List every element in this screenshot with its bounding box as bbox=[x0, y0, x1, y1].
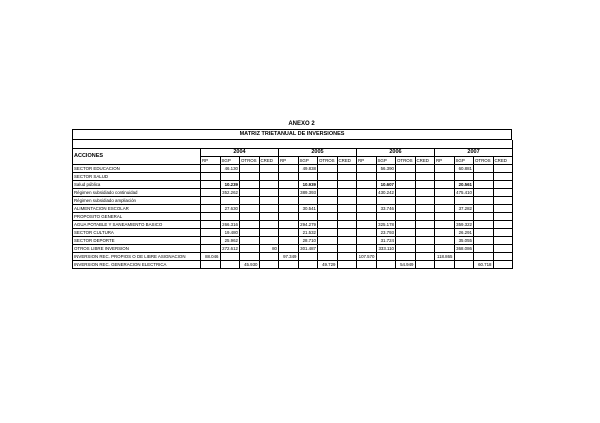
value-cell bbox=[415, 205, 435, 213]
value-cell bbox=[493, 237, 513, 245]
value-cell bbox=[357, 237, 377, 245]
value-cell bbox=[318, 173, 338, 181]
value-cell bbox=[201, 237, 221, 245]
value-cell: 389.393 bbox=[298, 189, 318, 197]
value-cell bbox=[396, 237, 416, 245]
value-cell bbox=[201, 213, 221, 221]
value-cell bbox=[201, 197, 221, 205]
value-cell: 60.881 bbox=[454, 165, 474, 173]
value-cell: 33.746 bbox=[376, 205, 396, 213]
value-cell bbox=[415, 181, 435, 189]
value-cell bbox=[435, 229, 455, 237]
value-cell: 19.480 bbox=[220, 229, 240, 237]
year-header: 2005 bbox=[279, 149, 357, 157]
value-cell bbox=[298, 173, 318, 181]
value-cell bbox=[201, 221, 221, 229]
value-cell bbox=[337, 181, 357, 189]
value-cell: 272.612 bbox=[220, 245, 240, 253]
table-row bbox=[73, 213, 513, 221]
value-cell: 28.710 bbox=[298, 237, 318, 245]
value-cell bbox=[474, 181, 494, 189]
value-cell bbox=[474, 197, 494, 205]
value-cell bbox=[201, 189, 221, 197]
value-cell bbox=[415, 213, 435, 221]
value-cell bbox=[396, 189, 416, 197]
row-label: SECTOR CULTURA bbox=[73, 229, 201, 237]
value-cell bbox=[337, 245, 357, 253]
value-cell bbox=[493, 229, 513, 237]
value-cell bbox=[454, 253, 474, 261]
value-cell: 10.239 bbox=[220, 181, 240, 189]
value-cell bbox=[396, 173, 416, 181]
subcolumn-header: SGP bbox=[220, 157, 240, 165]
value-cell bbox=[474, 253, 494, 261]
value-cell bbox=[201, 205, 221, 213]
value-cell: 54.949 bbox=[396, 261, 416, 269]
value-cell bbox=[220, 261, 240, 269]
value-cell bbox=[435, 237, 455, 245]
value-cell: 31.724 bbox=[376, 237, 396, 245]
value-cell bbox=[337, 173, 357, 181]
value-cell bbox=[357, 245, 377, 253]
value-cell bbox=[396, 205, 416, 213]
value-cell bbox=[415, 197, 435, 205]
spacer-cell bbox=[73, 140, 513, 149]
value-cell bbox=[279, 181, 299, 189]
value-cell bbox=[376, 261, 396, 269]
value-cell bbox=[435, 165, 455, 173]
value-cell bbox=[259, 197, 279, 205]
subcolumn-header: RP bbox=[357, 157, 377, 165]
table-row bbox=[73, 189, 513, 197]
value-cell: 301.487 bbox=[298, 245, 318, 253]
value-cell bbox=[259, 189, 279, 197]
value-cell bbox=[279, 261, 299, 269]
row-label: ALIMENTACION ESCOLAR bbox=[73, 205, 201, 213]
value-cell bbox=[435, 261, 455, 269]
subcolumn-header: SGP bbox=[376, 157, 396, 165]
value-cell bbox=[357, 205, 377, 213]
value-cell: 21.532 bbox=[298, 229, 318, 237]
value-cell bbox=[357, 181, 377, 189]
value-cell bbox=[259, 173, 279, 181]
value-cell: 10.607 bbox=[376, 181, 396, 189]
value-cell bbox=[474, 237, 494, 245]
value-cell bbox=[298, 253, 318, 261]
table-row bbox=[73, 253, 513, 261]
value-cell bbox=[396, 229, 416, 237]
value-cell bbox=[415, 221, 435, 229]
year-header: 2006 bbox=[357, 149, 435, 157]
table-row bbox=[73, 237, 513, 245]
table-row bbox=[73, 261, 513, 269]
value-cell: 60.718 bbox=[474, 261, 494, 269]
value-cell bbox=[435, 173, 455, 181]
value-cell bbox=[279, 165, 299, 173]
row-label: OTROS LIBRE INVERSION bbox=[73, 245, 201, 253]
value-cell bbox=[318, 213, 338, 221]
table-row bbox=[73, 221, 513, 229]
value-cell: 23.793 bbox=[376, 229, 396, 237]
value-cell bbox=[259, 221, 279, 229]
row-label: SECTOR SALUD bbox=[73, 173, 201, 181]
value-cell bbox=[415, 173, 435, 181]
value-cell bbox=[454, 173, 474, 181]
value-cell bbox=[201, 165, 221, 173]
value-cell bbox=[259, 165, 279, 173]
value-cell: 359.322 bbox=[454, 221, 474, 229]
subcolumn-header: CRED bbox=[493, 157, 513, 165]
subcolumn-header: OTROS bbox=[318, 157, 338, 165]
table-row bbox=[73, 181, 513, 189]
subcolumn-header: CRED bbox=[337, 157, 357, 165]
value-cell bbox=[435, 213, 455, 221]
value-cell bbox=[396, 221, 416, 229]
value-cell bbox=[279, 205, 299, 213]
subcolumn-header: OTROS bbox=[396, 157, 416, 165]
value-cell bbox=[201, 261, 221, 269]
value-cell bbox=[318, 205, 338, 213]
value-cell bbox=[201, 229, 221, 237]
spacer-row bbox=[73, 140, 513, 149]
value-cell bbox=[201, 245, 221, 253]
value-cell bbox=[337, 229, 357, 237]
value-cell: 430.242 bbox=[376, 189, 396, 197]
row-label: INVERSION REC. PROPIOS O DE LIBRE ASIGNACION bbox=[73, 253, 201, 261]
value-cell bbox=[337, 221, 357, 229]
subcolumn-header: SGP bbox=[454, 157, 474, 165]
value-cell bbox=[415, 261, 435, 269]
value-cell bbox=[279, 173, 299, 181]
row-label: AGUA POTABLE Y SANEAMIENTO BASICO bbox=[73, 221, 201, 229]
value-cell: 352.262 bbox=[220, 189, 240, 197]
value-cell bbox=[240, 173, 260, 181]
value-cell bbox=[298, 261, 318, 269]
value-cell bbox=[357, 213, 377, 221]
value-cell bbox=[201, 173, 221, 181]
table-row bbox=[73, 197, 513, 205]
value-cell bbox=[396, 245, 416, 253]
value-cell bbox=[396, 253, 416, 261]
value-cell bbox=[259, 213, 279, 221]
table-row bbox=[73, 165, 513, 173]
value-cell bbox=[435, 221, 455, 229]
value-cell bbox=[357, 173, 377, 181]
value-cell: 80 bbox=[259, 245, 279, 253]
value-cell: 26.291 bbox=[454, 229, 474, 237]
value-cell bbox=[337, 189, 357, 197]
value-cell: 325.178 bbox=[376, 221, 396, 229]
value-cell: 25.962 bbox=[220, 237, 240, 245]
value-cell bbox=[259, 205, 279, 213]
value-cell: 333.110 bbox=[376, 245, 396, 253]
value-cell bbox=[357, 197, 377, 205]
value-cell bbox=[201, 181, 221, 189]
value-cell bbox=[259, 237, 279, 245]
value-cell bbox=[279, 189, 299, 197]
value-cell: 56.390 bbox=[376, 165, 396, 173]
value-cell bbox=[220, 197, 240, 205]
subcolumn-header: RP bbox=[279, 157, 299, 165]
year-header-row bbox=[73, 149, 513, 157]
value-cell bbox=[474, 245, 494, 253]
subcolumn-header: CRED bbox=[415, 157, 435, 165]
subcolumn-header: RP bbox=[201, 157, 221, 165]
value-cell bbox=[376, 253, 396, 261]
value-cell bbox=[435, 197, 455, 205]
value-cell bbox=[337, 213, 357, 221]
value-cell bbox=[396, 197, 416, 205]
value-cell: 266.316 bbox=[220, 221, 240, 229]
value-cell bbox=[454, 197, 474, 205]
row-label: Régimen subsidiado ampliación bbox=[73, 197, 201, 205]
value-cell: 35.055 bbox=[454, 237, 474, 245]
value-cell bbox=[493, 261, 513, 269]
value-cell bbox=[318, 189, 338, 197]
value-cell bbox=[435, 189, 455, 197]
value-cell bbox=[474, 205, 494, 213]
value-cell bbox=[337, 261, 357, 269]
value-cell bbox=[279, 237, 299, 245]
value-cell bbox=[474, 213, 494, 221]
subcolumn-header: CRED bbox=[259, 157, 279, 165]
value-cell bbox=[318, 181, 338, 189]
value-cell bbox=[259, 229, 279, 237]
value-cell: 27.630 bbox=[220, 205, 240, 213]
table-row bbox=[73, 229, 513, 237]
subcolumn-header: OTROS bbox=[474, 157, 494, 165]
value-cell: 30.541 bbox=[298, 205, 318, 213]
value-cell bbox=[474, 229, 494, 237]
row-label: Salud pública bbox=[73, 181, 201, 189]
value-cell bbox=[318, 165, 338, 173]
value-cell: 49.729 bbox=[318, 261, 338, 269]
value-cell bbox=[493, 245, 513, 253]
value-cell: 475.410 bbox=[454, 189, 474, 197]
subcolumn-header: RP bbox=[435, 157, 455, 165]
value-cell: 45.930 bbox=[240, 261, 260, 269]
value-cell bbox=[415, 229, 435, 237]
value-cell bbox=[240, 213, 260, 221]
value-cell bbox=[240, 197, 260, 205]
value-cell bbox=[493, 213, 513, 221]
row-label: SECTOR EDUCACION bbox=[73, 165, 201, 173]
value-cell: 10.939 bbox=[298, 181, 318, 189]
year-header: 2007 bbox=[435, 149, 513, 157]
value-cell bbox=[240, 181, 260, 189]
value-cell bbox=[435, 245, 455, 253]
value-cell bbox=[337, 237, 357, 245]
value-cell bbox=[240, 205, 260, 213]
value-cell: 294.279 bbox=[298, 221, 318, 229]
actions-header: ACCIONES bbox=[73, 149, 201, 165]
value-cell bbox=[454, 213, 474, 221]
table-row bbox=[73, 245, 513, 253]
value-cell bbox=[220, 253, 240, 261]
value-cell bbox=[415, 245, 435, 253]
value-cell bbox=[493, 221, 513, 229]
value-cell bbox=[493, 197, 513, 205]
value-cell bbox=[396, 165, 416, 173]
value-cell bbox=[240, 253, 260, 261]
value-cell bbox=[493, 181, 513, 189]
value-cell bbox=[240, 221, 260, 229]
value-cell bbox=[337, 253, 357, 261]
value-cell bbox=[396, 213, 416, 221]
value-cell bbox=[220, 173, 240, 181]
value-cell bbox=[298, 197, 318, 205]
subcolumn-header: OTROS bbox=[240, 157, 260, 165]
value-cell bbox=[240, 237, 260, 245]
value-cell bbox=[259, 181, 279, 189]
value-cell bbox=[474, 189, 494, 197]
value-cell: 46.130 bbox=[220, 165, 240, 173]
value-cell bbox=[279, 245, 299, 253]
value-cell bbox=[454, 261, 474, 269]
value-cell bbox=[318, 229, 338, 237]
value-cell bbox=[337, 165, 357, 173]
value-cell bbox=[474, 165, 494, 173]
value-cell bbox=[396, 181, 416, 189]
value-cell bbox=[415, 237, 435, 245]
value-cell: 107.570 bbox=[357, 253, 377, 261]
row-label: PROPOSITO GENERAL bbox=[73, 213, 201, 221]
value-cell bbox=[357, 165, 377, 173]
value-cell: 118.865 bbox=[435, 253, 455, 261]
annex-title: ANEXO 2 bbox=[288, 121, 315, 127]
table-row bbox=[73, 173, 513, 181]
value-cell bbox=[298, 213, 318, 221]
value-cell bbox=[318, 221, 338, 229]
value-cell bbox=[279, 229, 299, 237]
value-cell bbox=[435, 181, 455, 189]
value-cell bbox=[279, 213, 299, 221]
value-cell bbox=[493, 253, 513, 261]
value-cell: 49.838 bbox=[298, 165, 318, 173]
matrix-title: MATRIZ TRIETANUAL DE INVERSIONES bbox=[72, 129, 512, 140]
value-cell bbox=[415, 189, 435, 197]
value-cell bbox=[318, 253, 338, 261]
row-label: Régimen subsidiado continuidad bbox=[73, 189, 201, 197]
value-cell bbox=[376, 197, 396, 205]
value-cell: 368.086 bbox=[454, 245, 474, 253]
value-cell: 88.046 bbox=[201, 253, 221, 261]
value-cell bbox=[240, 245, 260, 253]
table-row bbox=[73, 205, 513, 213]
value-cell bbox=[279, 197, 299, 205]
value-cell: 97.349 bbox=[279, 253, 299, 261]
value-cell bbox=[376, 213, 396, 221]
matrix-table bbox=[72, 140, 513, 269]
value-cell bbox=[240, 165, 260, 173]
value-cell bbox=[474, 173, 494, 181]
value-cell bbox=[318, 245, 338, 253]
value-cell bbox=[357, 229, 377, 237]
value-cell bbox=[337, 205, 357, 213]
value-cell bbox=[337, 197, 357, 205]
value-cell bbox=[415, 165, 435, 173]
value-cell bbox=[435, 205, 455, 213]
investment-matrix bbox=[72, 129, 512, 269]
subcolumn-header: SGP bbox=[298, 157, 318, 165]
value-cell bbox=[318, 237, 338, 245]
value-cell bbox=[376, 173, 396, 181]
value-cell: 20.561 bbox=[454, 181, 474, 189]
value-cell bbox=[279, 221, 299, 229]
value-cell bbox=[357, 261, 377, 269]
value-cell bbox=[493, 165, 513, 173]
value-cell bbox=[493, 205, 513, 213]
value-cell bbox=[259, 253, 279, 261]
row-label: INVERSION REC. GENERACION ELECTRICA bbox=[73, 261, 201, 269]
value-cell bbox=[415, 253, 435, 261]
value-cell bbox=[357, 189, 377, 197]
value-cell bbox=[259, 261, 279, 269]
value-cell: 37.282 bbox=[454, 205, 474, 213]
year-header: 2004 bbox=[201, 149, 279, 157]
value-cell bbox=[240, 189, 260, 197]
value-cell bbox=[357, 221, 377, 229]
row-label: SECTOR DEPORTE bbox=[73, 237, 201, 245]
value-cell bbox=[493, 173, 513, 181]
value-cell bbox=[318, 197, 338, 205]
value-cell bbox=[240, 229, 260, 237]
value-cell bbox=[220, 213, 240, 221]
value-cell bbox=[493, 189, 513, 197]
matrix-body bbox=[73, 140, 513, 269]
value-cell bbox=[474, 221, 494, 229]
